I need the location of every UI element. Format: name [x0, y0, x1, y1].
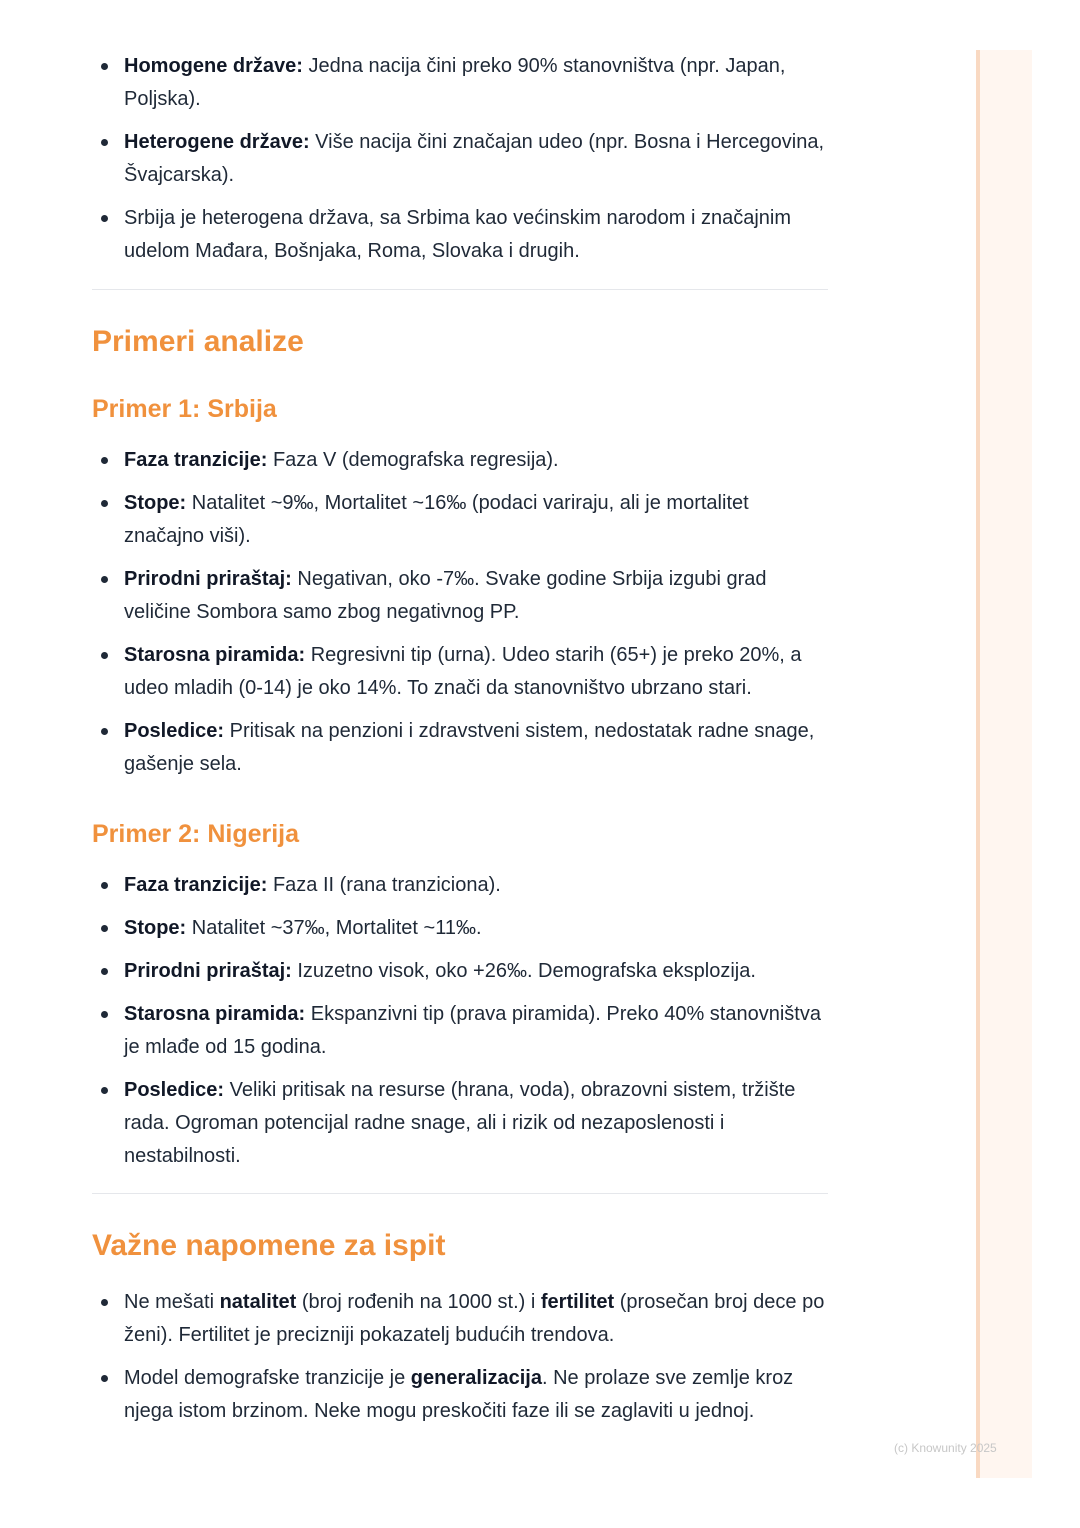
list-item [92, 998, 832, 1064]
item-text: (prosečan broj dece po ženi). Fertilitet je precizniji pokazatelj budućih trendova. [124, 1291, 825, 1346]
item-text: Izuzetno visok, oko +26‰. Demografska eksplozija. [291, 960, 756, 982]
term-natalitet: natalitet [219, 1291, 297, 1313]
item-text: Faza V (demografska regresija). [267, 449, 559, 471]
list-item [92, 563, 832, 629]
item-label: Heterogene države: [124, 131, 310, 153]
list-item [92, 1362, 832, 1428]
item-text: Jedna nacija čini preko 90% stanovništva (npr. Japan, Poljska). [124, 55, 786, 110]
section-title-notes: Važne napomene za ispit [92, 1229, 446, 1262]
item-text: Model demografske tranzicije je [124, 1367, 411, 1389]
example-2-title: Primer 2: Nigerija [92, 820, 300, 848]
item-label: Stope: [124, 492, 187, 514]
item-text: Ne mešati [124, 1291, 220, 1313]
list-item [92, 444, 832, 477]
item-text: Srbija je heterogena država, sa Srbima kao većinskim narodom i značajnim udelom Mađara, Bošnjaka, Roma, Slovaka i drugih. [124, 207, 791, 262]
example-1-title: Primer 1: Srbija [92, 395, 277, 423]
list-item [92, 202, 832, 268]
list-item [92, 487, 832, 553]
item-text: Natalitet ~37‰, Mortalitet ~11‰. [186, 917, 482, 939]
item-label: Starosna piramida: [124, 644, 306, 666]
list-item [92, 1074, 832, 1173]
term-generalizacija: generalizacija [410, 1367, 542, 1389]
section-title-analysis: Primeri analize [92, 325, 304, 358]
item-label: Stope: [124, 917, 187, 939]
item-label: Faza tranzicije: [124, 874, 268, 896]
item-text: Negativan, oko -7‰. Svake godine Srbija izgubi grad veličine Sombora samo zbog negativnog PP. [124, 568, 767, 623]
watermark: (c) Knowunity 2025 [894, 1441, 997, 1455]
item-label: Starosna piramida: [124, 1003, 306, 1025]
item-label: Prirodni priraštaj: [124, 960, 292, 982]
term-fertilitet: fertilitet [540, 1291, 615, 1313]
sidebar-accent-line [976, 50, 980, 1478]
item-label: Posledice: [124, 720, 225, 742]
item-text: Natalitet ~9‰, Mortalitet ~16‰ (podaci variraju, ali je mortalitet značajno viši). [124, 492, 749, 547]
intro-list [92, 50, 832, 268]
item-label: Posledice: [124, 1079, 225, 1101]
item-text: Više nacija čini značajan udeo (npr. Bosna i Hercegovina, Švajcarska). [124, 131, 825, 186]
list-item [92, 955, 832, 988]
notes-list [92, 1286, 832, 1428]
item-text: Regresivni tip (urna). Udeo starih (65+) je preko 20%, a udeo mladih (0-14) je oko 14%. To znači da stanovništvo ubrzano stari. [124, 644, 802, 699]
item-label: Prirodni priraštaj: [124, 568, 292, 590]
document-content [92, 50, 832, 1438]
list-item [92, 1286, 832, 1352]
list-item [92, 639, 832, 705]
section-divider [92, 1193, 828, 1194]
item-text: Faza II (rana tranziciona). [267, 874, 501, 896]
list-item [92, 715, 832, 781]
sidebar-panel [976, 50, 1032, 1478]
item-label: Homogene države: [124, 55, 303, 77]
item-text: Veliki pritisak na resurse (hrana, voda), obrazovni sistem, tržište rada. Ogroman potencijal radne snage, ali i rizik od nezaposlenosti i nestabilnosti. [124, 1079, 796, 1167]
section-divider [92, 289, 828, 290]
item-text: Pritisak na penzioni i zdravstveni sistem, nedostatak radne snage, gašenje sela. [124, 720, 815, 775]
list-item [92, 912, 832, 945]
item-text: (broj rođenih na 1000 st.) i [296, 1291, 541, 1313]
list-item [92, 50, 832, 116]
list-item [92, 126, 832, 192]
item-text: Ekspanzivni tip (prava piramida). Preko 40% stanovništva je mlađe od 15 godina. [124, 1003, 821, 1058]
item-label: Faza tranzicije: [124, 449, 268, 471]
example-1-list [92, 444, 832, 781]
example-2-list [92, 869, 832, 1173]
list-item [92, 869, 832, 902]
item-text: . Ne prolaze sve zemlje kroz njega istom brzinom. Neke mogu preskočiti faze ili se zaglaviti u jednoj. [124, 1367, 794, 1422]
